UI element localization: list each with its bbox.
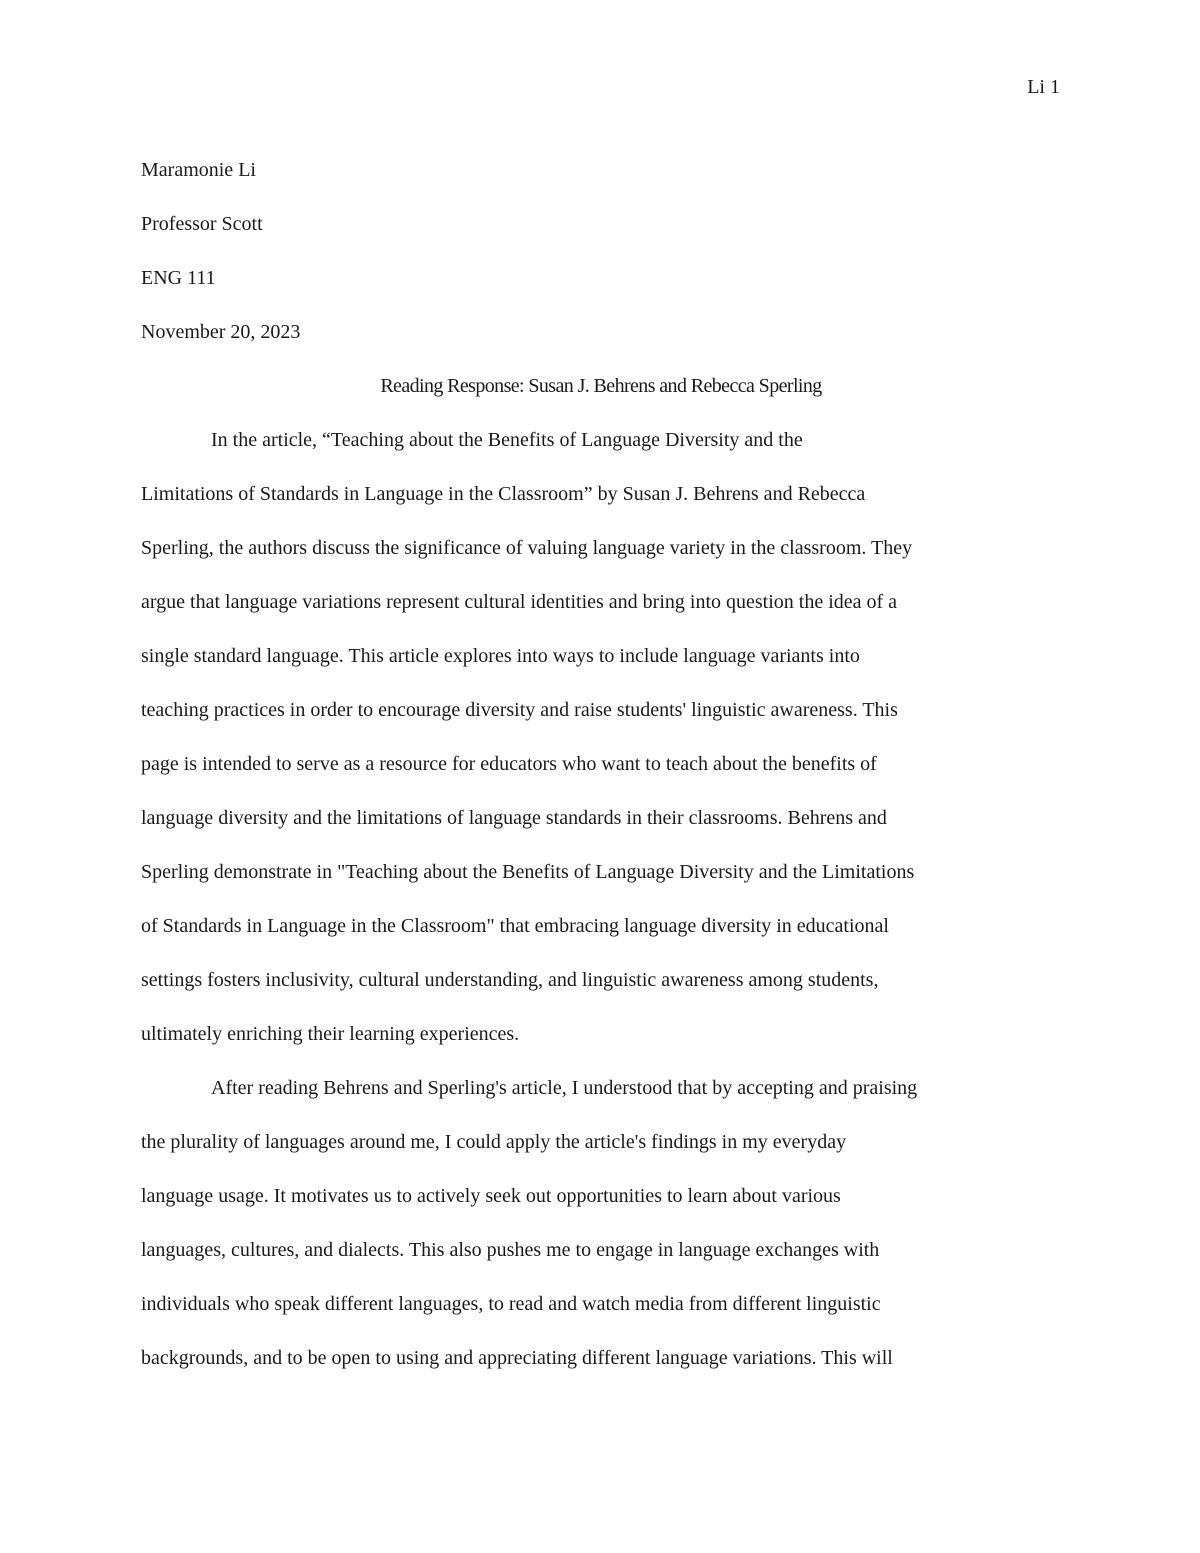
paragraph-line: teaching practices in order to encourage diversity and raise students' linguistic awareness. This: [141, 699, 898, 721]
paragraph-line: In the article, “Teaching about the Benefits of Language Diversity and the: [211, 429, 803, 451]
paragraph-line: ultimately enriching their learning experiences.: [141, 1023, 520, 1045]
paragraph-line: backgrounds, and to be open to using and appreciating different language variations. This will: [141, 1347, 893, 1369]
paragraph-1: [141, 413, 1061, 1061]
paragraph-line: page is intended to serve as a resource for educators who want to teach about the benefits of: [141, 753, 877, 775]
paragraph-line: argue that language variations represent cultural identities and bring into question the idea of a: [141, 591, 898, 613]
paragraph-line: Limitations of Standards in Language in the Classroom” by Susan J. Behrens and Rebecca: [141, 483, 866, 505]
paragraph-line: individuals who speak different languages, to read and watch media from different linguistic: [141, 1293, 881, 1315]
document-title: Reading Response: Susan J. Behrens and Rebecca Sperling: [380, 375, 822, 397]
document-content: [141, 143, 1061, 1385]
running-head: Li 1: [1027, 76, 1060, 98]
paragraph-line: language usage. It motivates us to actively seek out opportunities to learn about various: [141, 1185, 841, 1207]
course-name: ENG 111: [141, 267, 216, 289]
paragraph-line: languages, cultures, and dialects. This also pushes me to engage in language exchanges with: [141, 1239, 880, 1261]
paragraph-line: Sperling demonstrate in "Teaching about the Benefits of Language Diversity and the Limitations: [141, 861, 915, 883]
paragraph-line: of Standards in Language in the Classroom" that embracing language diversity in educational: [141, 915, 889, 937]
mla-heading: [141, 143, 1061, 359]
paragraph-2: [141, 1061, 1061, 1385]
date: November 20, 2023: [141, 321, 301, 343]
paragraph-line: single standard language. This article explores into ways to include language variants into: [141, 645, 860, 667]
paragraph-line: settings fosters inclusivity, cultural understanding, and linguistic awareness among students,: [141, 969, 879, 991]
paragraph-line: After reading Behrens and Sperling's article, I understood that by accepting and praising: [211, 1077, 918, 1099]
instructor-name: Professor Scott: [141, 213, 263, 235]
author-name: Maramonie Li: [141, 159, 256, 181]
paragraph-line: Sperling, the authors discuss the significance of valuing language variety in the classroom. They: [141, 537, 913, 559]
paragraph-line: language diversity and the limitations of language standards in their classrooms. Behrens and: [141, 807, 887, 829]
paragraph-line: the plurality of languages around me, I could apply the article's findings in my everyday: [141, 1131, 847, 1153]
